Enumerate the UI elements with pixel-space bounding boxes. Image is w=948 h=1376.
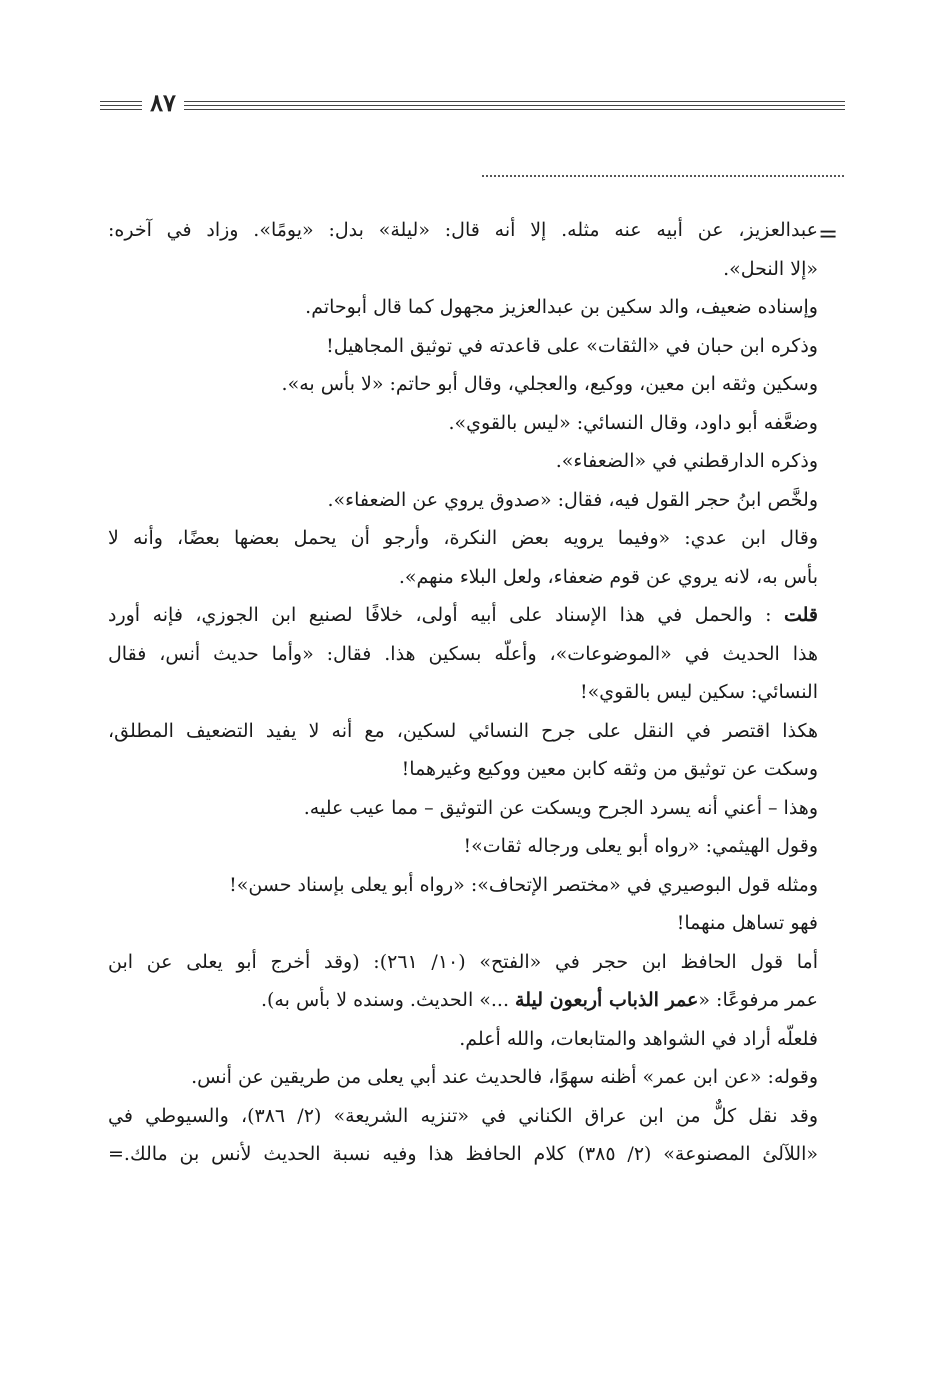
text-line: بأس به، لانه يروي عن قوم ضعفاء، ولعل البلاء منهم». — [398, 565, 818, 588]
text-line: النسائي: سكين ليس بالقوي»! — [580, 681, 818, 703]
text-line — [108, 596, 818, 635]
text-line — [108, 981, 818, 1020]
header-rule-right — [184, 101, 845, 102]
line-text: عمر مرفوعًا: « — [698, 989, 818, 1011]
text-line: فلعلّه أراد في الشواهد والمتابعات، والله أعلم. — [459, 1027, 818, 1050]
text-line: أما قول الحافظ ابن حجر في «الفتح» (١٠/ ٢٦١): (وقد أخرج أبو يعلى عن ابن — [108, 950, 818, 973]
text-line: فهو تساهل منهما! — [676, 912, 818, 934]
text-line: عبدالعزيز، عن أبيه عنه مثله. إلا أنه قال: «ليلة» بدل: «يومًا». وزاد في آخره: — [108, 219, 818, 241]
text-line: وهذا – أعني أنه يسرد الجرح ويسكت عن التوثيق – مما عيب عليه. — [303, 796, 818, 819]
text-line: وسكين وثقه ابن معين، ووكيع، والعجلي، وقال أبو حاتم: «لا بأس به». — [281, 373, 818, 395]
footnote-separator — [482, 175, 844, 177]
header-rule-right — [184, 105, 845, 106]
text-line: وقول الهيثمي: «رواه أبو يعلى ورجاله ثقات»! — [463, 835, 818, 857]
text-line: ولخَّص ابنُ حجر القول فيه، فقال: «صدوق يروي عن الضعفاء». — [327, 488, 818, 511]
text-line: وقد نقل كلٌّ من ابن عراق الكناني في «تنزيه الشريعة» (٢/ ٣٨٦)، والسيوطي في — [108, 1104, 818, 1127]
hadith-quote: عمر الذباب أربعون ليلة — [515, 989, 699, 1011]
header-rule-left — [100, 105, 142, 106]
continuation-mark: = — [818, 220, 839, 248]
page-number: ٨٧ — [150, 88, 176, 117]
text-line: وسكت عن توثيق من وثقه كابن معين ووكيع وغيرهما! — [401, 758, 818, 780]
text-line: هذا الحديث في «الموضوعات»، وأعلّه بسكين هذا. فقال: «وأما حديث أنس، فقال — [108, 642, 818, 665]
text-line: وقال ابن عدي: «وفيما يرويه بعض النكرة، وأرجو أن يحمل بعضها بعضًا، وأنه لا — [108, 527, 818, 549]
text-line: «إلا النحل». — [723, 257, 818, 280]
header-rule-left — [100, 109, 142, 110]
text-line: وإسناده ضعيف، والد سكين بن عبدالعزيز مجهول كما قال أبوحاتم. — [305, 296, 818, 318]
text-line: وقوله: «عن ابن عمر» أظنه سهوًا، فالحديث عند أبي يعلى من طريقين عن أنس. — [191, 1066, 818, 1088]
keyword-qultu: قلت — [783, 604, 818, 626]
header-rule-left — [100, 101, 142, 102]
text-line: وذكره ابن حبان في «الثقات» على قاعدته في توثيق المجاهيل! — [326, 334, 818, 357]
footnote-body — [108, 211, 818, 1174]
line-text: : والحمل في هذا الإسناد على أبيه أولى، خلافًا لصنيع ابن الجوزي، فإنه أورد — [108, 604, 784, 626]
line-text: ...» الحديث. وسنده لا بأس به). — [260, 989, 516, 1011]
text-line: ومثله قول البوصيري في «مختصر الإتحاف»: «رواه أبو يعلى بإسناد حسن»! — [229, 873, 818, 896]
page-header — [100, 88, 845, 118]
text-line: هكذا اقتصر في النقل على جرح النسائي لسكين، مع أنه لا يفيد التضعيف المطلق، — [108, 719, 818, 742]
text-line: وذكره الدارقطني في «الضعفاء». — [555, 450, 818, 472]
header-rule-right — [184, 109, 845, 110]
text-line: «اللآلئ المصنوعة» (٢/ ٣٨٥) كلام الحافظ هذا وفيه نسبة الحديث لأنس بن مالك.= — [108, 1143, 818, 1165]
text-line: وضعَّفه أبو داود، وقال النسائي: «ليس بالقوي». — [448, 411, 818, 434]
